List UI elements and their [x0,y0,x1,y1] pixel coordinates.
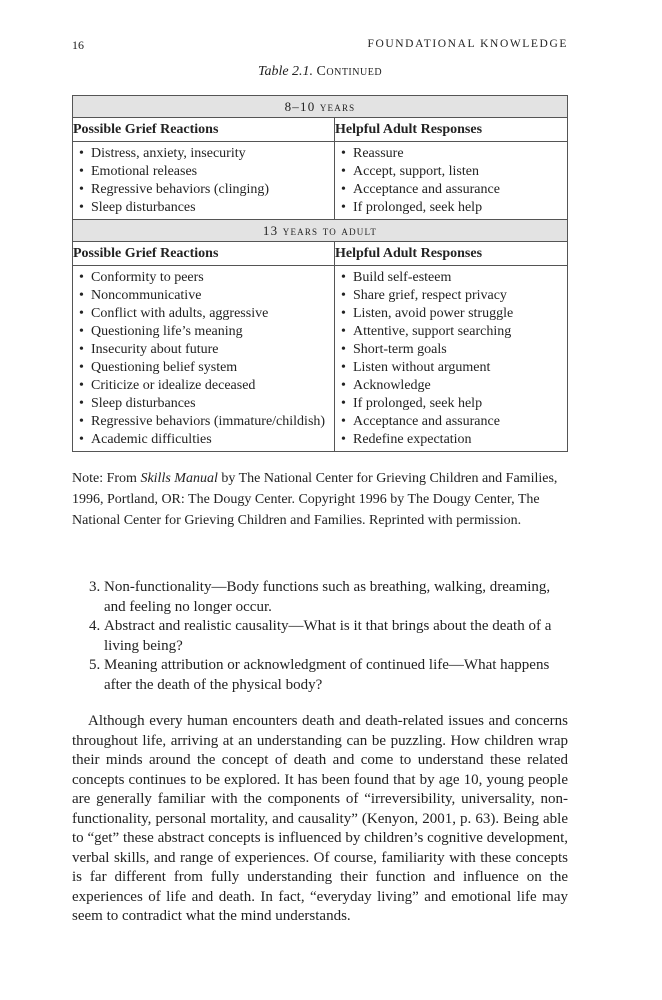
list-item-text: Non-functionality—Body functions such as breathing, walking, dreaming, and feeling no longer occur. [104,579,551,615]
reactions-cell [73,142,335,220]
response-item: • Redefine expectation [341,431,567,449]
table-caption [0,64,640,80]
table-caption-label: Table 2.1. [257,64,314,79]
grief-reactions-table [72,95,568,452]
response-item: • If prolonged, seek help [341,395,567,413]
reaction-item: • Sleep disturbances [79,199,334,217]
list-item-number: 3. [89,579,101,595]
responses-column-header: Helpful Adult Responses [335,118,568,142]
response-item: • Acceptance and assurance [341,181,567,199]
table-row [73,266,568,452]
reaction-item: • Regressive behaviors (clinging) [79,181,334,199]
responses-cell-list [335,142,567,219]
reaction-item: • Questioning life’s meaning [79,323,334,341]
reaction-item: • Sleep disturbances [79,395,334,413]
list-item [0,656,564,695]
reaction-item: • Questioning belief system [79,359,334,377]
response-item: • If prolonged, seek help [341,199,567,217]
death-concepts-list [0,578,600,695]
response-item: • Share grief, respect privacy [341,287,567,305]
response-item: • Short-term goals [341,341,567,359]
reaction-item: • Noncommunicative [79,287,334,305]
responses-cell [335,266,568,452]
age-band-row [73,96,568,118]
responses-cell-list [335,266,567,451]
body-paragraph: Although every human encounters death and death-related issues and concerns throughout life, arriving at an understanding can be puzzling. How children wrap their minds around the concept of death and come to understand these related concepts continues to be explored. It has been found that by age 10, young people are generally familiar with the components of “irreversibility, universality, non-functionality, personal mortality, and causality” (Kenyon, 2001, p. 63). Being able to “get” these abstract concepts is influenced by children’s cognitive development, verbal skills, and range of experiences. Of course, familiarity with these concepts is far different from fully understanding their function and influence on the experiences of life and death. In fact, “everyday living” and emotional life may seem to contradict what the mind understands. [72,713,568,924]
table-caption-continued: Continued [316,64,383,79]
reaction-item: • Criticize or idealize deceased [79,377,334,395]
reactions-cell [73,266,335,452]
reactions-column-header: Possible Grief Reactions [73,242,335,266]
age-band-row [73,220,568,242]
list-item-text: Abstract and realistic causality—What is it that brings about the death of a living being? [104,618,552,654]
note-rest: by The National Center for Grieving Children and Families, 1996, Portland, OR: The Dougy Center. Copyright 1996 by The Dougy Center, The National Center for Grieving Children and Families. Reprinted with permission. [72,471,558,528]
table-row [73,142,568,220]
age-band-label: 13 years to adult [73,220,568,242]
reactions-cell-list [73,142,334,219]
response-item: • Acknowledge [341,377,567,395]
reaction-item: • Emotional releases [79,163,334,181]
page-number: 16 [72,38,84,52]
list-item-number: 4. [89,618,101,634]
responses-cell [335,142,568,220]
note-source-title: Skills Manual [140,471,218,486]
reaction-item: • Insecurity about future [79,341,334,359]
column-header-row [73,242,568,266]
reactions-column-header: Possible Grief Reactions [73,118,335,142]
response-item: • Listen, avoid power struggle [341,305,567,323]
column-header-row [73,118,568,142]
running-head: FOUNDATIONAL KNOWLEDGE [367,38,568,50]
response-item: • Acceptance and assurance [341,413,567,431]
reaction-item: • Regressive behaviors (immature/childish) [79,413,334,431]
note-prefix: Note: From [72,471,141,486]
list-item-number: 5. [89,657,101,673]
table-note [72,468,572,531]
list-item [0,617,564,656]
response-item: • Build self-esteem [341,269,567,287]
reaction-item: • Conflict with adults, aggressive [79,305,334,323]
age-band-label: 8–10 years [73,96,568,118]
reactions-cell-list [73,266,334,451]
reaction-item: • Academic difficulties [79,431,334,449]
list-item-text: Meaning attribution or acknowledgment of continued life—What happens after the death of the physical body? [104,657,550,693]
reaction-item: • Conformity to peers [79,269,334,287]
response-item: • Reassure [341,145,567,163]
list-item [0,578,564,617]
response-item: • Attentive, support searching [341,323,567,341]
responses-column-header: Helpful Adult Responses [335,242,568,266]
response-item: • Listen without argument [341,359,567,377]
response-item: • Accept, support, listen [341,163,567,181]
reaction-item: • Distress, anxiety, insecurity [79,145,334,163]
